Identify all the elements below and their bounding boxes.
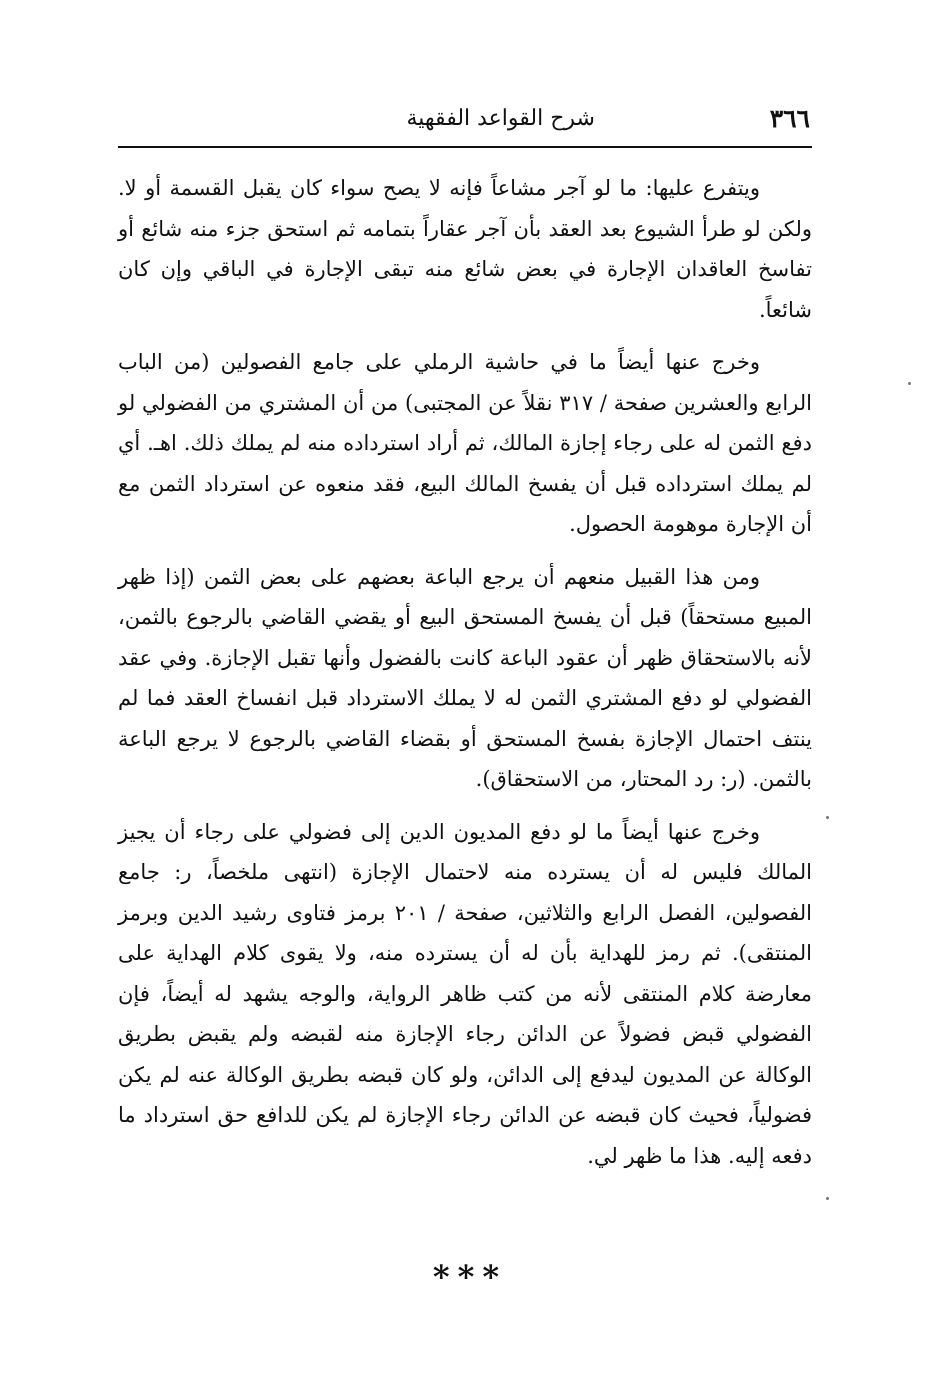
scan-speck	[908, 382, 911, 385]
section-end-mark: ***	[432, 1258, 508, 1296]
body-text	[118, 168, 812, 1176]
paragraph: ويتفرع عليها: ما لو آجر مشاعاً فإنه لا يصح سواء كان يقبل القسمة أو لا. ولكن لو طرأ الشيوع بعد العقد بأن آجر عقاراً بتمامه ثم استحق جزء منه شائع أو تفاسخ العاقدان الإجارة في بعض شائع منه تبقى الإجارة في الباقي وإن كان شائعاً.	[118, 176, 812, 322]
paragraph: ومن هذا القبيل منعهم أن يرجع الباعة بعضهم على بعض الثمن (إذا ظهر المبيع مستحقاً) قبل أن يفسخ المستحق البيع أو يقضي القاضي بالرجوع بالثمن، لأنه بالاستحقاق ظهر أن عقود الباعة كانت بالفضول وأنها تقبل الإجازة. وفي عقد الفضولي لو دفع المشتري الثمن له لا يملك الاسترداد قبل انفساخ العقد فما لم ينتف احتمال الإجازة بفسخ المستحق أو بقضاء القاضي بالرجوع لا يرجع الباعة بالثمن. (ر: رد المحتار، من الاستحقاق).	[118, 564, 812, 791]
page-header	[118, 104, 810, 146]
scan-speck	[826, 1197, 829, 1200]
paragraph: وخرج عنها أيضاً ما لو دفع المديون الدين إلى فضولي على رجاء أن يجيز المالك فليس له أن يسترده منه لاحتمال الإجازة (انتهى ملخصاً، ر: جامع الفصولين، الفصل الرابع والثلاثين، صفحة / ٢٠١ برمز فتاوى رشيد الدين وبرمز المنتقى). ثم رمز للهداية بأن له أن يسترده منه، ولا يقوى كلام الهداية على معارضة كلام المنتقى لأنه من كتب ظاهر الرواية، والوجه يشهد له أيضاً، فإن الفضولي قبض فضولاً عن الدائن رجاء الإجازة منه لقبضه ولم يقبض بطريق الوكالة عن المديون ليدفع إلى الدائن، ولو كان قبضه بطريق الوكالة عنه لم يكن فضولياً، فحيث كان قبضه عن الدائن رجاء الإجازة لم يكن للدافع حق استرداد ما دفعه إليه. هذا ما ظهر لي.	[118, 819, 812, 1168]
running-title: شرح القواعد الفقهية	[406, 106, 595, 131]
header-rule	[118, 146, 812, 148]
paragraph: وخرج عنها أيضاً ما في حاشية الرملي على جامع الفصولين (من الباب الرابع والعشرين صفحة / ٣١٧ نقلاً عن المجتبى) من أن المشتري من الفضولي لو دفع الثمن له على رجاء إجازة المالك، ثم أراد استرداده منه لم يملك ذلك. اهـ. أي لم يملك استرداده قبل أن يفسخ المالك البيع، فقد منعوه عن استرداد الثمن مع أن الإجارة موهومة الحصول.	[118, 350, 812, 536]
page-number: ٣٦٦	[769, 104, 810, 133]
scan-speck	[826, 816, 829, 819]
